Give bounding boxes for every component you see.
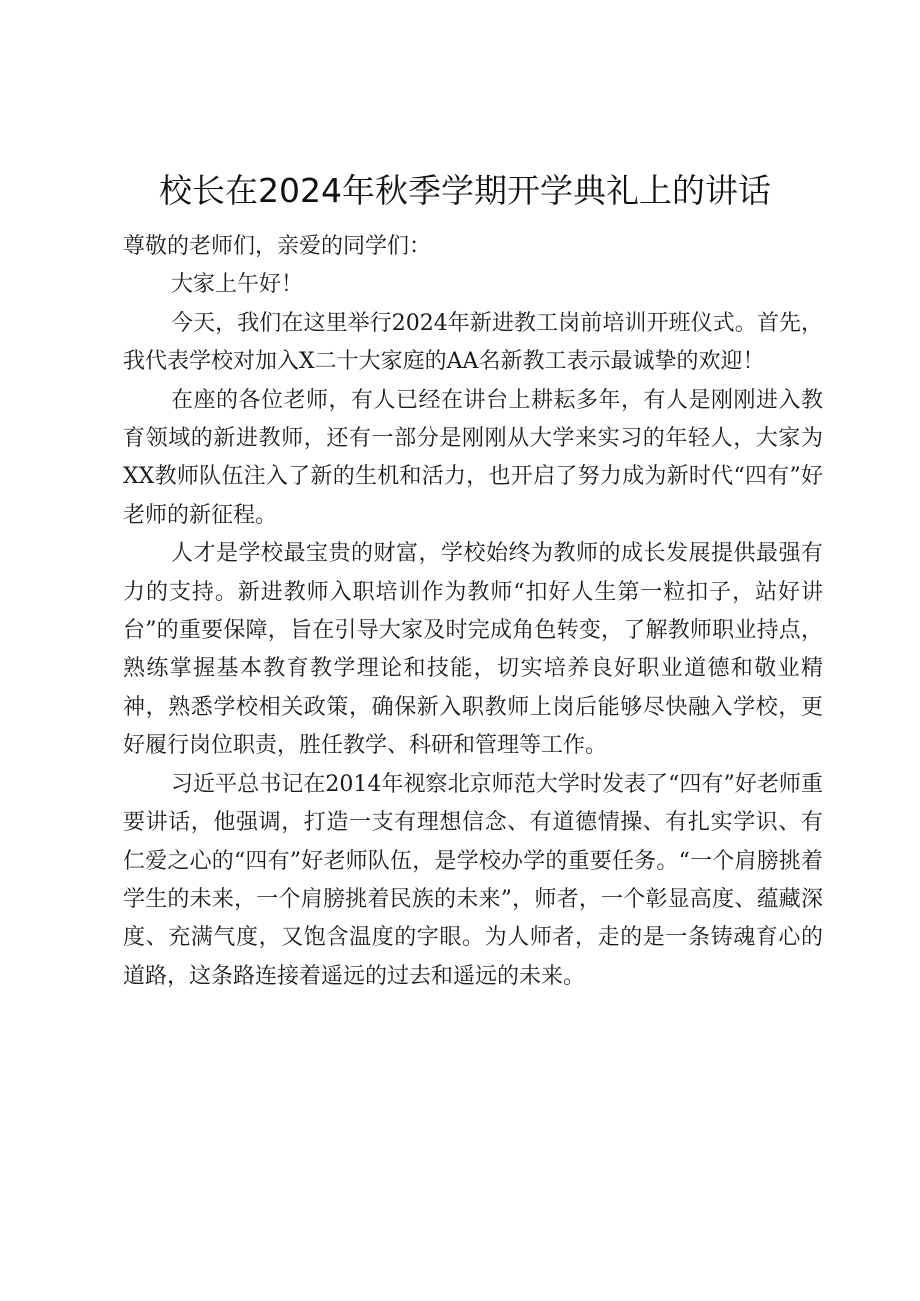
paragraph-teachers: 在座的各位老师，有人已经在讲台上耕耘多年，有人是刚刚进入教育领域的新进教师，还有一部分是刚刚从大学来实习的年轻人，大家为XX教师队伍注入了新的生机和活力，也开启了努力成为新时代“四有”好老师的新征程。 (123, 387, 823, 528)
salutation: 尊敬的老师们，亲爱的同学们： (123, 234, 432, 259)
paragraph-greeting: 大家上午好！ (171, 272, 304, 298)
document-body (123, 228, 823, 996)
paragraph-four-haves: 习近平总书记在2014年视察北京师范大学时发表了“四有”好老师重要讲话，他强调，打造一支有理想信念、有道德情操、有扎实学识、有仁爱之心的“四有”好老师队伍，是学校办学的重要任务。“一个肩膀挑着学生的未来，一个肩膀挑着民族的未来”，师者，一个彰显高度、蕴藏深度、充满气度，又饱含温度的字眼。为人师者，走的是一条铸魂育心的道路，这条路连接着遥远的过去和遥远的未来。 (123, 771, 823, 989)
document-title: 校长在2024年秋季学期开学典礼上的讲话 (159, 171, 771, 210)
paragraph-talent: 人才是学校最宝贵的财富，学校始终为教师的成长发展提供最强有力的支持。新进教师入职培训作为教师“扣好人生第一粒扣子，站好讲台”的重要保障，旨在引导大家及时完成角色转变，了解教师职业持点，熟练掌握基本教育教学理论和技能，切实培养良好职业道德和敬业精神，熟悉学校相关政策，确保新入职教师上岗后能够尽快融入学校，更好履行岗位职责，胜任教学、科研和管理等工作。 (123, 541, 823, 759)
paragraph-welcome: 今天，我们在这里举行2024年新进教工岗前培训开班仪式。首先，我代表学校对加入X二十大家庭的AA名新教工表示最诚挚的欢迎！ (123, 310, 823, 375)
